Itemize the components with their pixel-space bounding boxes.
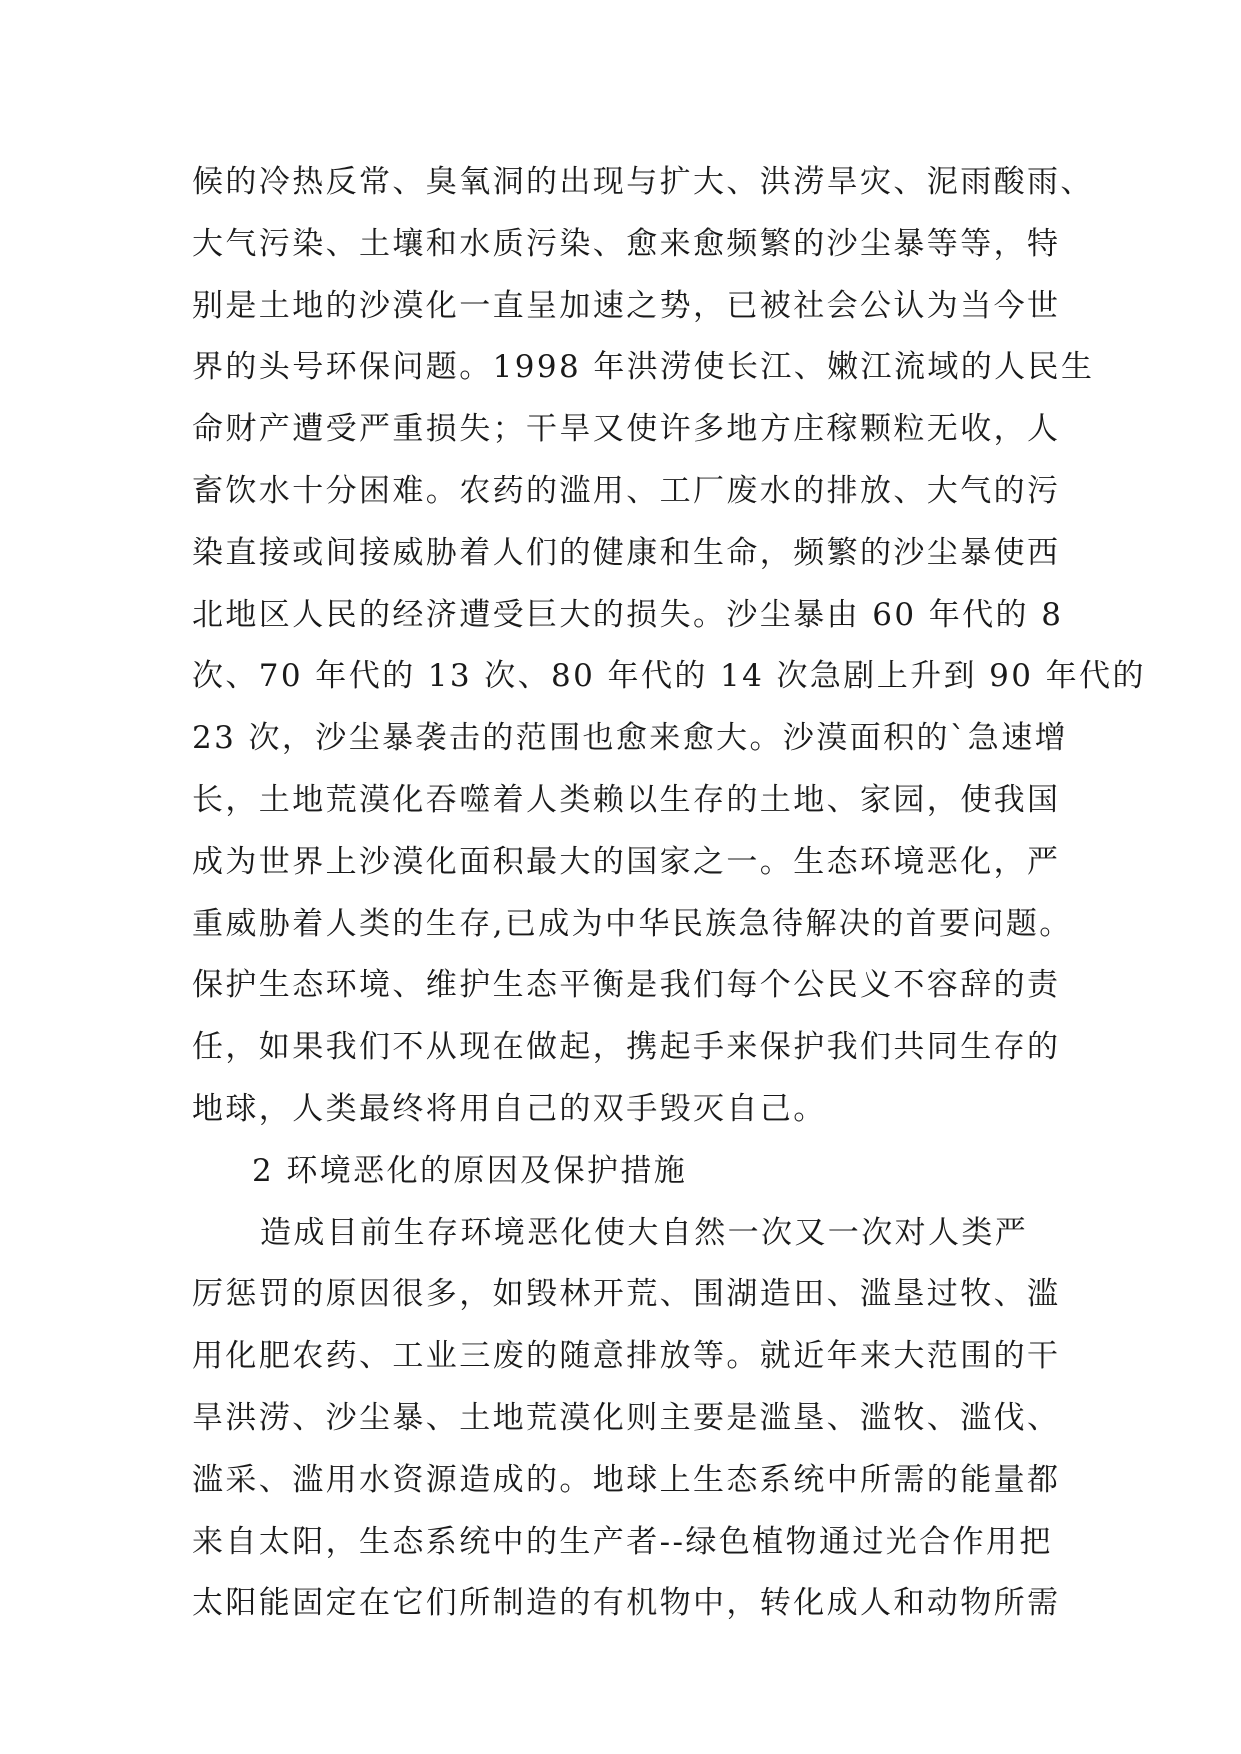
paragraph-line: 染直接或间接威胁着人们的健康和生命，频繁的沙尘暴使西 — [192, 534, 1061, 571]
paragraph-line: 厉惩罚的原因很多，如毁林开荒、围湖造田、滥垦过牧、滥 — [192, 1276, 1061, 1313]
paragraph-line: 命财产遭受严重损失；干旱又使许多地方庄稼颗粒无收，人 — [192, 411, 1061, 448]
paragraph-line: 界的头号环保问题。1998 年洪涝使长江、嫩江流域的人民生 — [192, 349, 1095, 386]
paragraph-line: 太阳能固定在它们所制造的有机物中，转化成人和动物所需 — [192, 1585, 1061, 1622]
paragraph-line: 北地区人民的经济遭受巨大的损失。沙尘暴由 60 年代的 8 — [192, 596, 1064, 633]
body-text — [192, 152, 1146, 1635]
paragraph-line: 来自太阳，生态系统中的生产者--绿色植物通过光合作用把 — [192, 1523, 1053, 1560]
paragraph-line: 次、70 年代的 13 次、80 年代的 14 次急剧上升到 90 年代的 — [192, 658, 1146, 695]
paragraph-line: 滥采、滥用水资源造成的。地球上生态系统中所需的能量都 — [192, 1461, 1061, 1498]
paragraph-line: 用化肥农药、工业三废的随意排放等。就近年来大范围的干 — [192, 1338, 1061, 1375]
paragraph-line: 长，土地荒漠化吞噬着人类赖以生存的土地、家园，使我国 — [192, 781, 1061, 818]
paragraph-line: 地球，人类最终将用自己的双手毁灭自己。 — [192, 1090, 827, 1127]
paragraph-line: 成为世界上沙漠化面积最大的国家之一。生态环境恶化，严 — [192, 843, 1061, 880]
paragraph-line: 候的冷热反常、臭氧洞的出现与扩大、洪涝旱灾、泥雨酸雨、 — [192, 164, 1094, 200]
paragraph-line: 任，如果我们不从现在做起，携起手来保护我们共同生存的 — [192, 1029, 1061, 1066]
section-heading: 2 环境恶化的原因及保护措施 — [252, 1152, 688, 1189]
paragraph-line: 别是土地的沙漠化一直呈加速之势，已被社会公认为当今世 — [192, 287, 1061, 324]
paragraph-line: 保护生态环境、维护生态平衡是我们每个公民义不容辞的责 — [192, 967, 1061, 1004]
paragraph-line: 造成目前生存环境恶化使大自然一次又一次对人类严 — [260, 1214, 1029, 1251]
paragraph-line: 大气污染、土壤和水质污染、愈来愈频繁的沙尘暴等等，特 — [192, 225, 1061, 262]
paragraph-line: 旱洪涝、沙尘暴、土地荒漠化则主要是滥垦、滥牧、滥伐、 — [192, 1399, 1061, 1436]
paragraph-line: 23 次，沙尘暴袭击的范围也愈来愈大。沙漠面积的`急速增 — [192, 720, 1068, 757]
paragraph-line: 畜饮水十分困难。农药的滥用、工厂废水的排放、大气的污 — [192, 472, 1061, 509]
paragraph-line: 重威胁着人类的生存,已成为中华民族急待解决的首要问题。 — [192, 905, 1073, 942]
